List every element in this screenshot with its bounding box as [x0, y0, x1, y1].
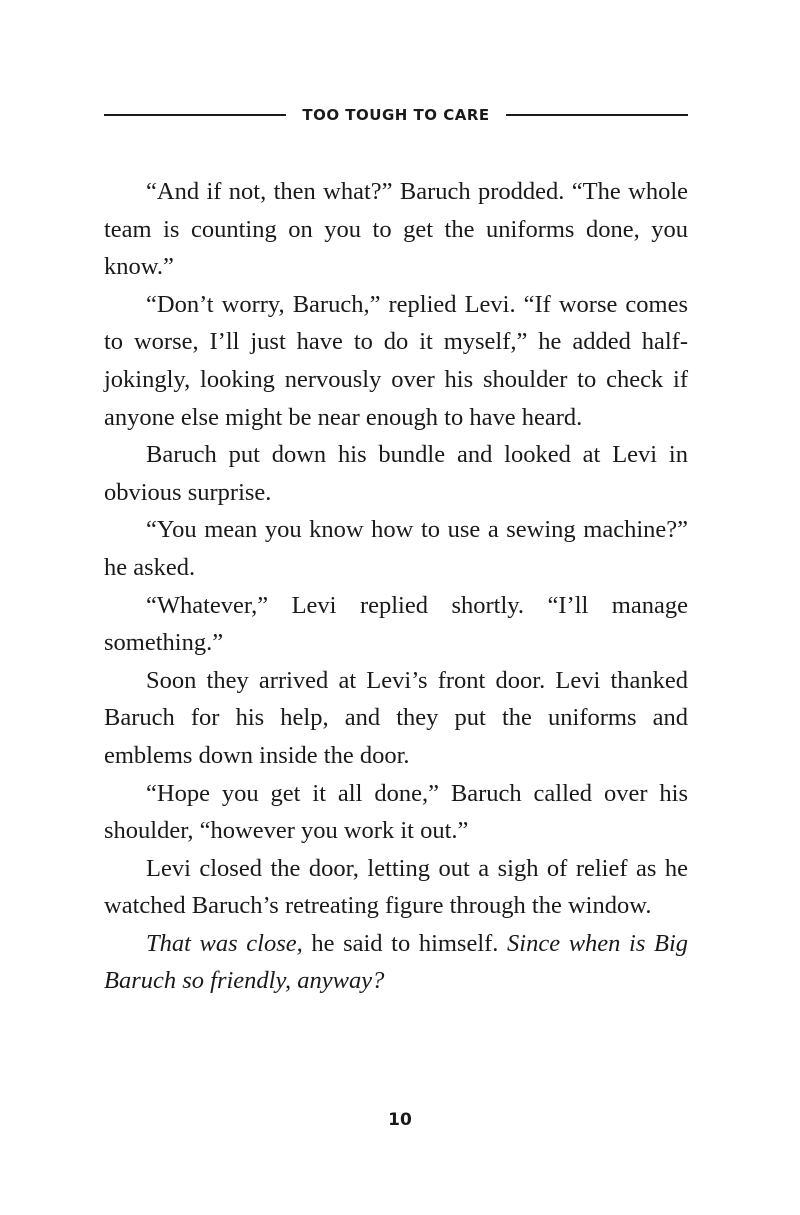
header-rule-left [104, 114, 286, 116]
paragraph: Soon they arrived at Levi’s front door. Levi thanked Baruch for his help, and they put the uniforms and emblems down inside the door. [104, 666, 688, 769]
paragraph: “Whatever,” Levi replied shortly. “I’ll manage something.” [104, 591, 688, 657]
paragraph: “Hope you get it all done,” Baruch called over his shoulder, “however you work it out.” [104, 779, 688, 845]
paragraph: “And if not, then what?” Baruch prodded. “The whole team is counting on you to get the uniforms done, you know.” [104, 178, 688, 281]
paragraph: “Don’t worry, Baruch,” replied Levi. “If worse comes to worse, I’ll just have to do it myself,” he added half-jokingly, looking nervously over his shoulder to check if anyone else might be near enough to have heard. [104, 290, 688, 431]
paragraph: Baruch put down his bundle and looked at Levi in obvious surprise. [104, 441, 688, 506]
paragraph: Levi closed the door, letting out a sigh of relief as he watched Baruch’s retreating figure through the window. [104, 854, 688, 920]
running-header [104, 100, 688, 130]
page-number: 10 [388, 1110, 412, 1130]
italic-thought-2: Since when is Big Baruch so friendly, anyway? [104, 929, 689, 995]
body-text [104, 173, 688, 1000]
running-title: TOO TOUGH TO CARE [302, 106, 490, 124]
paragraph: “You mean you know how to use a sewing machine?” he asked. [104, 516, 688, 581]
narration: he said to himself. [302, 929, 508, 957]
header-rule-right [506, 114, 688, 116]
italic-thought-1: That was close, [146, 929, 303, 957]
paragraph-last [104, 925, 688, 1000]
